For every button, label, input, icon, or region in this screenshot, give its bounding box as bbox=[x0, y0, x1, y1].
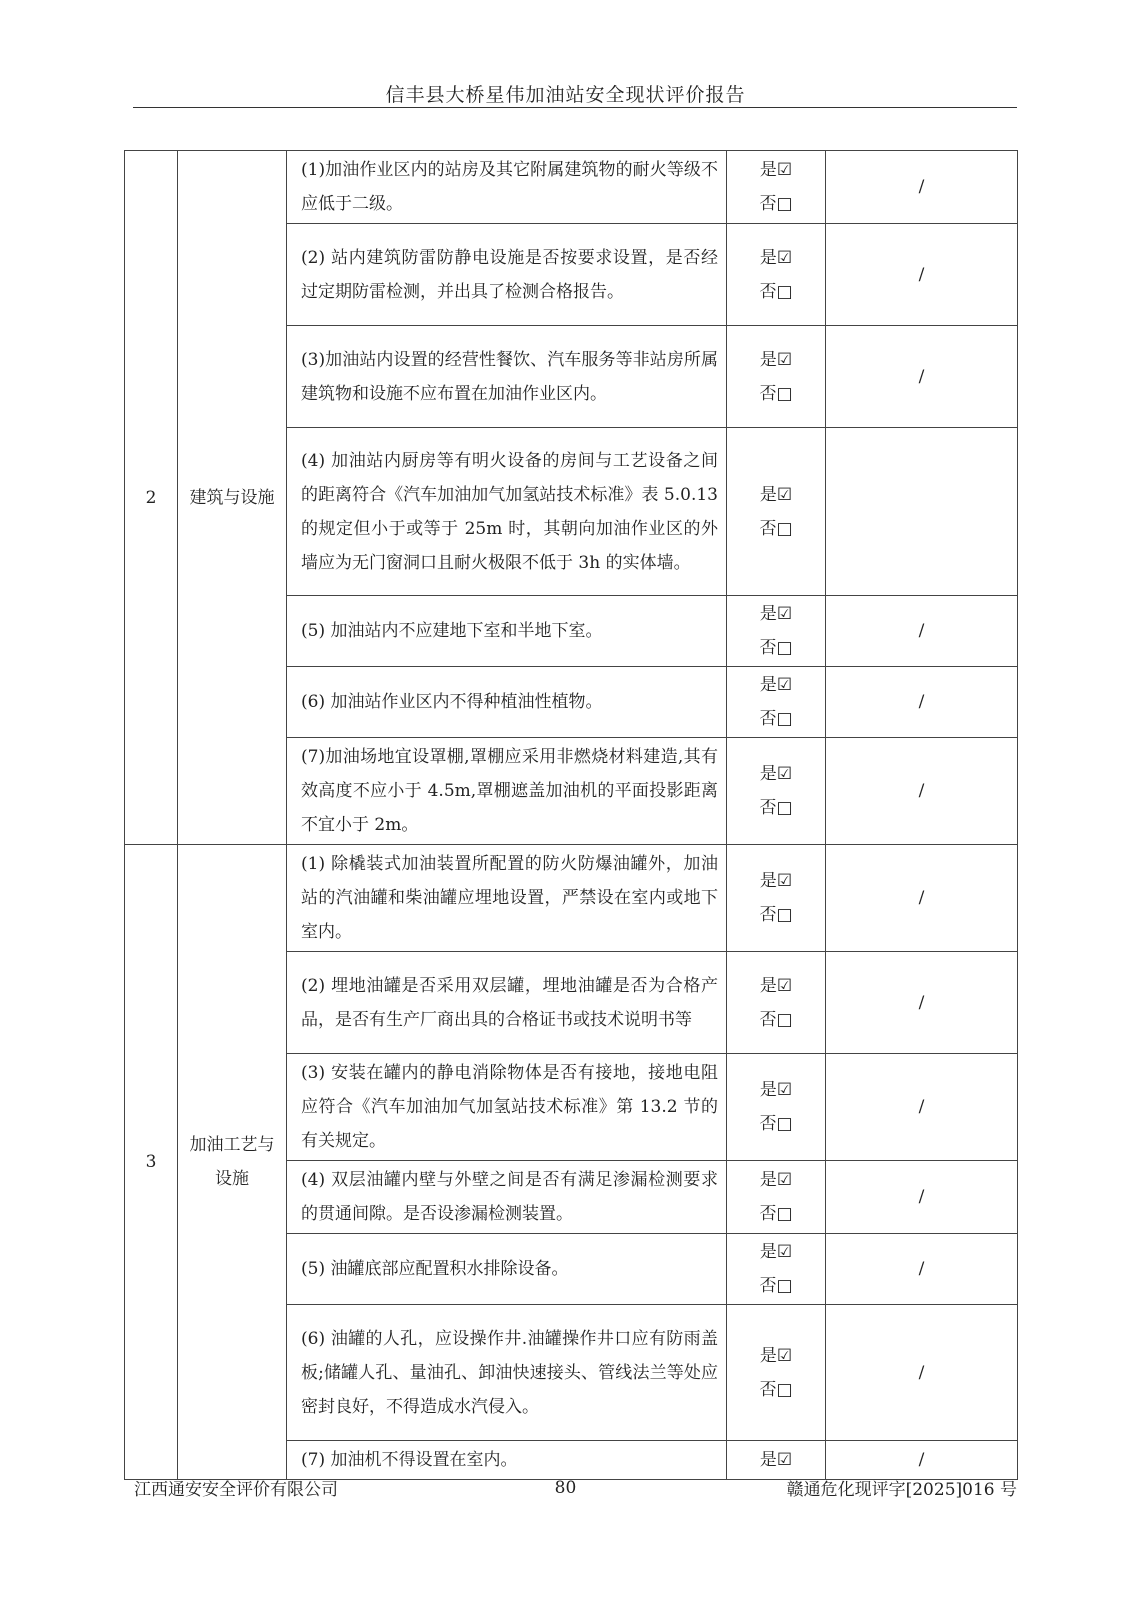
yes-no-cell bbox=[727, 1234, 826, 1305]
remark-cell: / bbox=[826, 1161, 1018, 1234]
requirement-text: (7) 加油机不得设置在室内。 bbox=[287, 1441, 727, 1480]
remark-cell: / bbox=[826, 738, 1018, 845]
requirement-text: (2) 站内建筑防雷防静电设施是否按要求设置，是否经过定期防雷检测，并出具了检测合格报告。 bbox=[287, 224, 727, 326]
page-number: 80 bbox=[554, 1478, 577, 1498]
section-category: 建筑与设施 bbox=[178, 151, 287, 845]
section-number: 2 bbox=[125, 151, 178, 845]
no-checkbox-label: 否□ bbox=[759, 1276, 793, 1296]
remark-cell: / bbox=[826, 1305, 1018, 1441]
remark-cell bbox=[826, 428, 1018, 596]
requirement-text: (6) 加油站作业区内不得种植油性植物。 bbox=[287, 667, 727, 738]
yes-no-cell bbox=[727, 596, 826, 667]
yes-no-cell bbox=[727, 1054, 826, 1161]
yes-checkbox-label: 是☑ bbox=[759, 764, 793, 784]
section-number: 3 bbox=[125, 845, 178, 1480]
no-checkbox-label: 否□ bbox=[759, 1379, 793, 1400]
table-row bbox=[125, 151, 1018, 224]
table-row bbox=[125, 845, 1018, 952]
remark-cell: / bbox=[826, 952, 1018, 1054]
yes-no-cell bbox=[727, 326, 826, 428]
yes-no-cell bbox=[727, 952, 826, 1054]
yes-checkbox-label: 是☑ bbox=[759, 247, 793, 268]
requirement-text: (2) 埋地油罐是否采用双层罐，埋地油罐是否为合格产品，是否有生产厂商出具的合格证书或技术说明书等 bbox=[287, 952, 727, 1054]
yes-checkbox-label: 是☑ bbox=[759, 1345, 793, 1366]
section-category: 加油工艺与设施 bbox=[178, 845, 287, 1480]
footer-document-number: 赣通危化现评字[2025]016 号 bbox=[786, 1480, 1017, 1500]
no-checkbox-label: 否□ bbox=[759, 281, 793, 302]
yes-no-cell bbox=[727, 428, 826, 596]
requirement-text: (1)加油作业区内的站房及其它附属建筑物的耐火等级不应低于二级。 bbox=[287, 151, 727, 224]
yes-no-cell bbox=[727, 738, 826, 845]
yes-no-cell bbox=[727, 1441, 826, 1480]
remark-cell: / bbox=[826, 326, 1018, 428]
no-checkbox-label: 否□ bbox=[759, 709, 793, 729]
yes-no-cell bbox=[727, 667, 826, 738]
safety-checklist-table bbox=[124, 150, 1018, 1480]
requirement-text: (7)加油场地宜设罩棚,罩棚应采用非燃烧材料建造,其有效高度不应小于 4.5m,罩棚遮盖加油机的平面投影距离不宜小于 2m。 bbox=[287, 738, 727, 845]
yes-checkbox-label: 是☑ bbox=[759, 975, 793, 996]
yes-checkbox-label: 是☑ bbox=[759, 1170, 793, 1190]
requirement-text: (5) 加油站内不应建地下室和半地下室。 bbox=[287, 596, 727, 667]
yes-checkbox-label: 是☑ bbox=[759, 675, 793, 695]
requirement-text: (3) 安装在罐内的静电消除物体是否有接地，接地电阻应符合《汽车加油加气加氢站技术标准》第 13.2 节的有关规定。 bbox=[287, 1054, 727, 1161]
remark-cell: / bbox=[826, 845, 1018, 952]
remark-cell: / bbox=[826, 1234, 1018, 1305]
requirement-text: (3)加油站内设置的经营性餐饮、汽车服务等非站房所属建筑物和设施不应布置在加油作业区内。 bbox=[287, 326, 727, 428]
yes-no-cell bbox=[727, 224, 826, 326]
yes-checkbox-label: 是☑ bbox=[759, 160, 793, 180]
remark-cell: / bbox=[826, 224, 1018, 326]
yes-checkbox-label: 是☑ bbox=[759, 349, 793, 370]
remark-cell: / bbox=[826, 596, 1018, 667]
no-checkbox-label: 否□ bbox=[759, 518, 793, 539]
yes-checkbox-label: 是☑ bbox=[759, 1242, 793, 1262]
no-checkbox-label: 否□ bbox=[759, 1009, 793, 1030]
requirement-text: (6) 油罐的人孔，应设操作井.油罐操作井口应有防雨盖板;储罐人孔、量油孔、卸油快速接头、管线法兰等处应密封良好，不得造成水汽侵入。 bbox=[287, 1305, 727, 1441]
header-divider bbox=[133, 107, 1017, 108]
requirement-text: (1) 除橇装式加油装置所配置的防火防爆油罐外，加油站的汽油罐和柴油罐应埋地设置，严禁设在室内或地下室内。 bbox=[287, 845, 727, 952]
no-checkbox-label: 否□ bbox=[759, 905, 793, 925]
no-checkbox-label: 否□ bbox=[759, 798, 793, 818]
yes-checkbox-label: 是☑ bbox=[759, 1080, 793, 1100]
yes-no-cell bbox=[727, 151, 826, 224]
remark-cell: / bbox=[826, 151, 1018, 224]
no-checkbox-label: 否□ bbox=[759, 638, 793, 658]
remark-cell: / bbox=[826, 1054, 1018, 1161]
no-checkbox-label: 否□ bbox=[759, 194, 793, 214]
no-checkbox-label: 否□ bbox=[759, 1114, 793, 1134]
yes-no-cell bbox=[727, 1161, 826, 1234]
remark-cell: / bbox=[826, 667, 1018, 738]
requirement-text: (4) 双层油罐内壁与外壁之间是否有满足渗漏检测要求的贯通间隙。是否设渗漏检测装置。 bbox=[287, 1161, 727, 1234]
yes-checkbox-label: 是☑ bbox=[759, 1450, 793, 1470]
yes-no-cell bbox=[727, 845, 826, 952]
no-checkbox-label: 否□ bbox=[759, 383, 793, 404]
remark-cell: / bbox=[826, 1441, 1018, 1480]
yes-checkbox-label: 是☑ bbox=[759, 604, 793, 624]
yes-checkbox-label: 是☑ bbox=[759, 484, 793, 505]
requirement-text: (4) 加油站内厨房等有明火设备的房间与工艺设备之间的距离符合《汽车加油加气加氢站技术标准》表 5.0.13 的规定但小于或等于 25m 时，其朝向加油作业区的外墙应为无门窗洞口且耐火极限不低于 3h 的实体墙。 bbox=[287, 428, 727, 596]
yes-checkbox-label: 是☑ bbox=[759, 871, 793, 891]
requirement-text: (5) 油罐底部应配置积水排除设备。 bbox=[287, 1234, 727, 1305]
footer-company-name: 江西通安安全评价有限公司 bbox=[134, 1480, 338, 1500]
page-header-title: 信丰县大桥星伟加油站安全现状评价报告 bbox=[385, 84, 746, 106]
yes-no-cell bbox=[727, 1305, 826, 1441]
no-checkbox-label: 否□ bbox=[759, 1204, 793, 1224]
